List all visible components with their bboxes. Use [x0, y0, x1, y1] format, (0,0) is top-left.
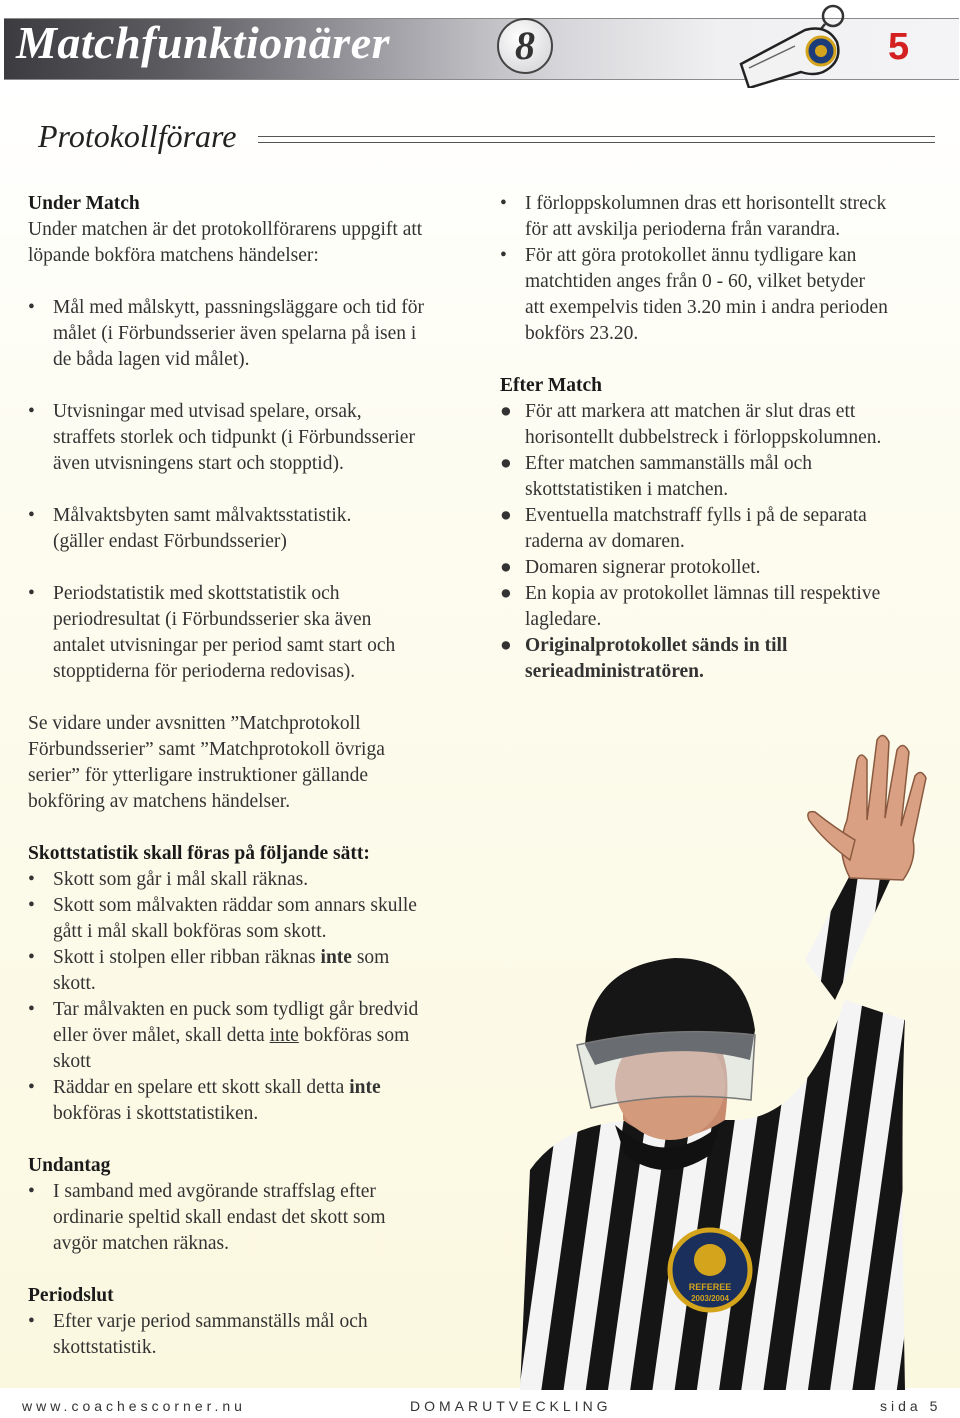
title-rule — [258, 136, 935, 143]
page-footer — [0, 1395, 960, 1418]
referee-illustration — [505, 700, 960, 1390]
list-item: • Efter varje period sammanställs mål och skottstatistik. — [28, 1311, 368, 1358]
list-item: • Periodstatistik med skottstatistik och periodresultat (i Förbundsserier ska även antalet utvisningar per period samt start och stopptiderna för perioderna redovisas). — [28, 583, 396, 682]
list-item: ● En kopia av protokollet lämnas till respektive lagledare. — [500, 583, 881, 630]
list-item: • Målvaktsbyten samt målvaktsstatistik. (gäller endast Förbundsserier) — [28, 505, 352, 552]
chapter-number: 8 — [497, 18, 553, 74]
list-item: ● Domaren signerar protokollet. — [500, 557, 761, 578]
list-item: ● För att markera att matchen är slut dras ett horisontellt dubbelstreck i förloppskolumnen. — [500, 401, 882, 448]
period-end-list — [28, 1309, 488, 1361]
left-column — [28, 191, 488, 1361]
list-item: • I förloppskolumnen dras ett horisontellt streck för att avskilja perioderna från varandra. — [500, 193, 887, 240]
shots-heading: Skottstatistik skall föras på följande sätt: — [28, 843, 370, 864]
list-item: • För att göra protokollet ännu tydligare kan matchtiden anges från 0 - 60, vilket betyder att exempelvis tiden 3.20 min i andra perioden bokförs 23.20. — [500, 245, 888, 344]
intro-line: löpande bokföra matchens händelser: — [28, 245, 319, 266]
exception-list — [28, 1179, 488, 1257]
intro-line: Under matchen är det protokollförarens uppgift att — [28, 219, 423, 240]
event-list — [28, 295, 488, 685]
list-item: • Räddar en spelare ett skott skall detta inte bokföras i skottstatistiken. — [28, 1077, 381, 1124]
list-item: • Mål med målskytt, passningsläggare och tid för målet (i Förbundsserier även spelarna på isen i de båda lagen vid målet). — [28, 297, 424, 370]
header-page-number: 5 — [888, 26, 910, 68]
page-header — [0, 14, 960, 84]
period-end-heading: Periodslut — [28, 1285, 114, 1306]
header-title: Matchfunktionärer — [16, 17, 391, 68]
footer-website: www.coachescorner.nu — [22, 1398, 246, 1414]
whistle-icon — [735, 2, 855, 92]
list-item: • Skott som målvakten räddar som annars skulle gått i mål skall bokföras som skott. — [28, 895, 417, 942]
list-item: • I samband med avgörande straffslag efter ordinarie speltid skall endast det skott som avgör matchen räknas. — [28, 1181, 386, 1254]
after-match-list — [500, 399, 945, 685]
footer-page: sida 5 — [880, 1398, 942, 1414]
list-item: • Skott i stolpen eller ribban räknas inte som skott. — [28, 947, 390, 994]
list-item: • Utvisningar med utvisad spelare, orsak, straffets storlek och tidpunkt (i Förbundsserier även utvisningens start och stopptid). — [28, 401, 415, 474]
list-item: ● Eventuella matchstraff fylls i på de separata raderna av domaren. — [500, 505, 867, 552]
list-item: ● Efter matchen sammanställs mål och skottstatistiken i matchen. — [500, 453, 812, 500]
right-column — [500, 191, 945, 685]
protocol-tips-list — [500, 191, 945, 347]
section-title: Protokollförare — [38, 118, 237, 154]
badge-season: 2003/2004 — [691, 1294, 729, 1303]
list-item: • Tar målvakten en puck som tydligt går bredvid eller över målet, skall detta inte bokföras som skott — [28, 999, 419, 1072]
under-match-heading: Under Match — [28, 193, 140, 214]
badge-label: REFEREE — [688, 1282, 732, 1292]
list-item: • Skott som går i mål skall räknas. — [28, 869, 309, 890]
list-item: ● Originalprotokollet sänds in till serieadministratören. — [500, 635, 788, 682]
exception-heading: Undantag — [28, 1155, 111, 1176]
shots-list — [28, 867, 488, 1127]
see-more-paragraph: Se vidare under avsnitten ”Matchprotokoll Förbundsserier” samt ”Matchprotokoll övriga serier” för ytterligare instruktioner gällande bokföring av matchens händelser. — [28, 713, 385, 812]
footer-center: DOMARUTVECKLING — [410, 1398, 612, 1414]
after-match-heading: Efter Match — [500, 375, 602, 396]
